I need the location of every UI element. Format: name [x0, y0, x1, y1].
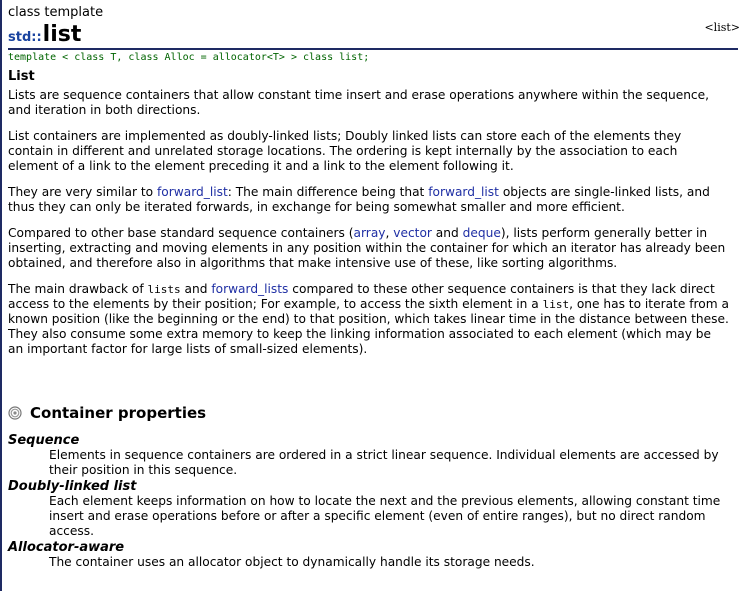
paragraph-comparison: [8, 226, 730, 271]
text-span: and: [180, 282, 212, 296]
text-span: , one has to iterate from a known position (like the beginning or the end) to that position, which takes linear time in the distance between these. They also consume some extra memory to keep the linking information associated to each element (which may be an important factor for large lists of small-sized elements).: [8, 297, 729, 356]
text-span: and: [431, 226, 463, 240]
inline-code: list: [542, 298, 570, 311]
text-span: Compared to other base standard sequence containers (: [8, 226, 354, 240]
text-span: objects are single-linked lists, and thus they can only be iterated forwards, in exchange for being somewhat smaller and more efficient.: [8, 185, 710, 214]
inline-code: lists: [147, 283, 181, 296]
forward-list-link[interactable]: forward_list: [428, 185, 499, 199]
page-header: [8, 5, 740, 47]
forward-lists-link[interactable]: forward_lists: [211, 282, 289, 296]
text-span: compared to these other sequence containers is that they lack direct access to the elements by their position; For example, to access the sixth element in a: [8, 282, 715, 311]
description: [8, 69, 730, 368]
paragraph-intro: Lists are sequence containers that allow constant time insert and erase operations anywhere within the sequence, and iteration in both directions.: [8, 88, 710, 117]
section-title: List: [8, 69, 35, 84]
text-span: ,: [385, 226, 394, 240]
forward-list-link[interactable]: forward_list: [157, 185, 228, 199]
container-properties-heading: [8, 404, 206, 422]
left-border: [0, 0, 2, 591]
property-desc-allocator-aware: The container uses an allocator object to dynamically handle its storage needs.: [49, 555, 535, 569]
text-span: : The main difference being that: [227, 185, 429, 199]
class-kind-label: class template: [8, 5, 104, 20]
template-declaration: template < class T, class Alloc = allocator<T> > class list;: [8, 52, 370, 63]
property-term-doubly-linked: Doubly-linked list: [8, 479, 137, 494]
paragraph-forward-list: [8, 185, 730, 215]
array-link[interactable]: array: [353, 226, 386, 240]
spiral-bullet-icon: [8, 406, 22, 420]
namespace-label: std::: [8, 30, 42, 45]
text-span: They are very similar to: [8, 185, 157, 199]
header-file-link[interactable]: <list>: [704, 21, 740, 34]
paragraph-implementation: List containers are implemented as doubly-linked lists; Doubly linked lists can store each of the elements they contain in different and unrelated storage locations. The ordering is kept internally by the association to each element of a link to the element preceding it and a link to the element following it.: [8, 129, 682, 173]
container-properties-title: Container properties: [30, 404, 207, 422]
property-term-allocator-aware: Allocator-aware: [8, 540, 125, 555]
property-desc-doubly-linked: Each element keeps information on how to locate the next and the previous elements, allowing constant time insert and erase operations before or after a specific element (even of entire ranges), but no direct random access.: [49, 494, 721, 538]
text-span: ), lists perform generally better in inserting, extracting and moving elements in any position within the container for which an iterator has already been obtained, and therefore also in algorithms that make intensive use of these, like sorting algorithms.: [8, 226, 726, 270]
title-divider: [8, 48, 738, 50]
properties-list: [8, 433, 730, 571]
class-name: list: [42, 22, 82, 47]
vector-link[interactable]: vector: [393, 226, 432, 240]
text-span: The main drawback of: [8, 282, 148, 296]
property-desc-sequence: Elements in sequence containers are ordered in a strict linear sequence. Individual elements are accessed by their position in this sequence.: [49, 448, 719, 477]
property-term-sequence: Sequence: [8, 433, 80, 448]
paragraph-drawback: [8, 282, 730, 357]
deque-link[interactable]: deque: [462, 226, 501, 240]
page-title: [8, 22, 740, 47]
